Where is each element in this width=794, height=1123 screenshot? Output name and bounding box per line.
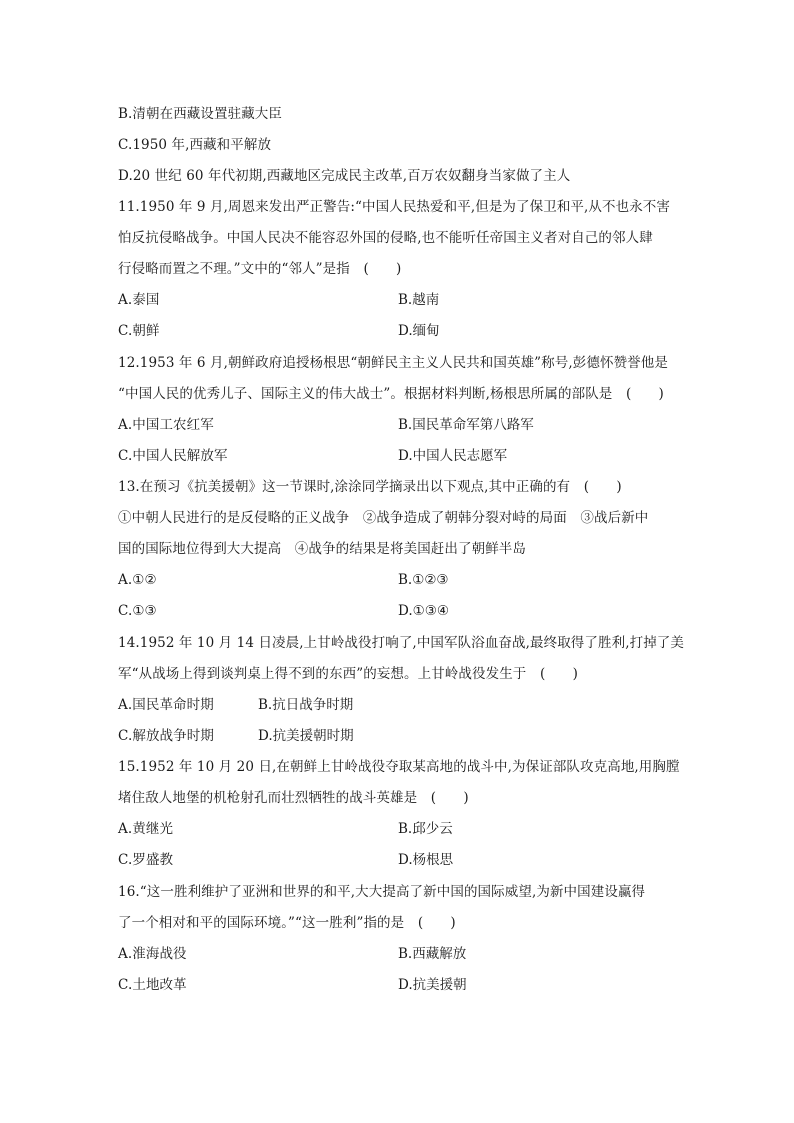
q15-option-c: C.罗盛教 [118,852,174,868]
q12-option-a: A.中国工农红军 [118,417,214,433]
q13-option-a: A.①② [118,572,157,588]
q14-option-c: C.解放战争时期 [118,728,214,744]
q15-option-a: A.黄继光 [118,821,174,837]
q15-option-d: D.杨根思 [398,852,454,868]
q11-option-c: C.朝鲜 [118,323,160,339]
q12-stem-line-2: “中国人民的优秀儿子、国际主义的伟大战士”。根据材料判断,杨根思所属的部队是 ( ) [118,386,664,402]
q16-option-c: C.土地改革 [118,977,187,993]
q15-stem-line-2: 堵住敌人地堡的机枪射孔而壮烈牺牲的战斗英雄是 ( ) [118,790,469,806]
q14-stem-line-1: 14.1952 年 10 月 14 日凌晨,上甘岭战役打响了,中国军队浴血奋战,最终取得了胜利,打掉了美 [118,635,685,651]
q11-option-a: A.泰国 [118,292,160,308]
q16-stem-line-2: 了一个相对和平的国际环境。”“这一胜利”指的是 ( ) [118,915,456,931]
q15-option-b: B.邱少云 [398,821,453,837]
q11-stem-line-2: 怕反抗侵略战争。中国人民决不能容忍外国的侵略,也不能听任帝国主义者对自己的邻人肆 [118,230,653,246]
option-c-q10: C.1950 年,西藏和平解放 [118,137,272,153]
q16-option-a: A.淮海战役 [118,946,187,962]
q13-option-d: D.①③④ [398,603,449,619]
q13-stem-line-3: 国的国际地位得到大大提高 ④战争的结果是将美国赶出了朝鲜半岛 [118,541,526,557]
q12-option-c: C.中国人民解放军 [118,448,228,464]
q16-stem-line-1: 16.“这一胜利维护了亚洲和世界的和平,大大提高了新中国的国际威望,为新中国建设赢得 [118,884,646,900]
q13-stem-line-2: ①中朝人民进行的是反侵略的正义战争 ②战争造成了朝韩分裂对峙的局面 ③战后新中 [118,510,649,526]
q11-option-b: B.越南 [398,292,440,308]
q14-option-b: B.抗日战争时期 [258,697,354,713]
q15-stem-line-1: 15.1952 年 10 月 20 日,在朝鲜上甘岭战役夺取某高地的战斗中,为保证部队攻克高地,用胸膛 [118,759,680,775]
q14-option-a: A.国民革命时期 [118,697,214,713]
q14-option-d: D.抗美援朝时期 [258,728,354,744]
option-b-q10: B.清朝在西藏设置驻藏大臣 [118,106,283,122]
q16-option-d: D.抗美援朝 [398,977,467,993]
q16-option-b: B.西藏解放 [398,946,467,962]
q12-stem-line-1: 12.1953 年 6 月,朝鲜政府追授杨根思“朝鲜民主主义人民共和国英雄”称号,彭德怀赞誉他是 [118,355,668,371]
q13-option-b: B.①②③ [398,572,449,588]
q11-option-d: D.缅甸 [398,323,440,339]
q11-stem-line-3: 行侵略而置之不理。”文中的“邻人”是指 ( ) [118,261,402,277]
q14-stem-line-2: 军“从战场上得到谈判桌上得不到的东西”的妄想。上甘岭战役发生于 ( ) [118,666,578,682]
q13-option-c: C.①③ [118,603,157,619]
q13-stem-line-1: 13.在预习《抗美援朝》这一节课时,涂涂同学摘录出以下观点,其中正确的有 ( ) [118,479,622,495]
option-d-q10: D.20 世纪 60 年代初期,西藏地区完成民主改革,百万农奴翻身当家做了主人 [118,168,571,184]
q12-option-d: D.中国人民志愿军 [398,448,508,464]
q12-option-b: B.国民革命军第八路军 [398,417,534,433]
q11-stem-line-1: 11.1950 年 9 月,周恩来发出严正警告:“中国人民热爱和平,但是为了保卫和平,从不也永不害 [118,199,671,215]
